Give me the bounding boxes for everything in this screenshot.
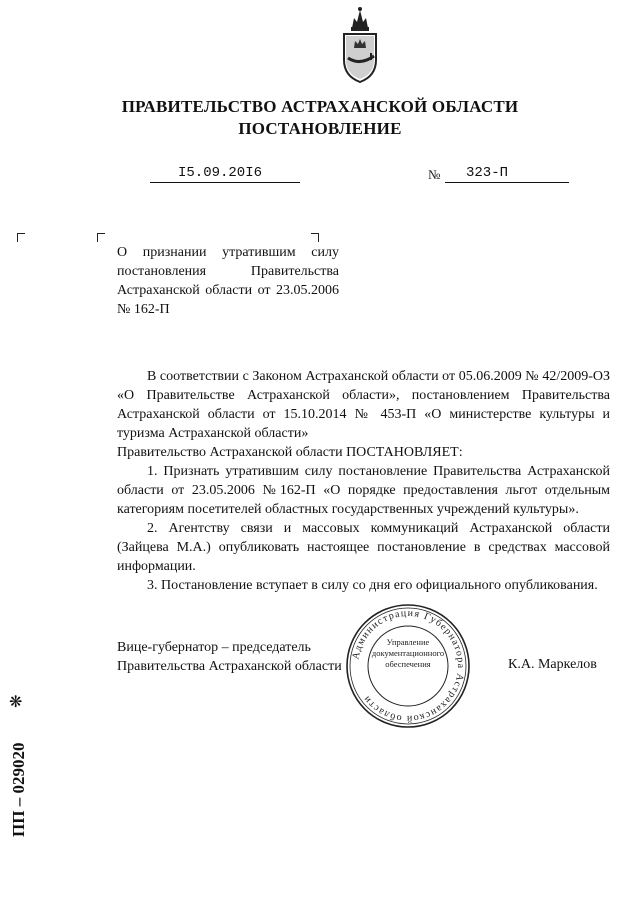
signatory-position bbox=[117, 638, 342, 676]
preamble-paragraph: В соответствии с Законом Астраханской области от 05.06.2009 № 42/2009-ОЗ «О Правительстве Астраханской области», постановлением Правительства Астраханской области от 15.10.2014 № 453-П «О министерстве культуры и туризма Астраханской области» bbox=[117, 369, 610, 441]
ornament-icon: ❋ bbox=[9, 694, 23, 711]
document-type-heading: ПОСТАНОВЛЕНИЕ bbox=[238, 119, 402, 138]
government-heading: ПРАВИТЕЛЬСТВО АСТРАХАНСКОЙ ОБЛАСТИ bbox=[121, 97, 519, 116]
coat-of-arms-emblem bbox=[330, 6, 390, 86]
stamp-center-text bbox=[365, 637, 451, 670]
stamp-ring-text: Администрация Губернатора Астраханской области bbox=[350, 607, 467, 725]
corner-bracket-left bbox=[17, 233, 25, 242]
stamp-center-line-1: Управление bbox=[386, 637, 430, 647]
signatory-name: К.А. Маркелов bbox=[508, 657, 597, 672]
corner-bracket-title-left bbox=[97, 233, 105, 242]
side-serial-block bbox=[6, 690, 36, 850]
stamp-center-line-3: обеспечения bbox=[385, 659, 431, 669]
document-body bbox=[117, 367, 610, 595]
document-title: О признании утратившим силу постановления Правительства Астраханской области от 23.05.2006 № 162-П bbox=[117, 245, 339, 317]
side-serial-number: ПП – 029020 bbox=[9, 742, 28, 837]
item-1-paragraph: 1. Признать утратившим силу постановление Правительства Астраханской области от 23.05.2006 №162-П «О порядке предоставления льгот отдельным категориям посетителей областных государственных учреждений культуры». bbox=[117, 464, 610, 517]
item-2-paragraph: 2. Агентству связи и массовых коммуникаций Астраханской области (Зайцева М.А.) опубликовать настоящее постановление в средствах массовой информации. bbox=[117, 521, 610, 574]
item-3-paragraph: 3. Постановление вступает в силу со дня его официального опубликования. bbox=[147, 578, 598, 593]
corner-bracket-title-right bbox=[311, 233, 319, 242]
position-line-1: Вице-губернатор – председатель bbox=[117, 640, 311, 655]
document-number: 323-П bbox=[466, 165, 509, 181]
number-sign: № bbox=[428, 167, 441, 182]
position-line-2: Правительства Астраханской области bbox=[117, 659, 342, 674]
document-date: I5.09.20I6 bbox=[178, 165, 263, 181]
resolves-line: Правительство Астраханской области ПОСТАНОВЛЯЕТ: bbox=[117, 445, 463, 460]
stamp-center-line-2: документационного bbox=[371, 648, 445, 658]
